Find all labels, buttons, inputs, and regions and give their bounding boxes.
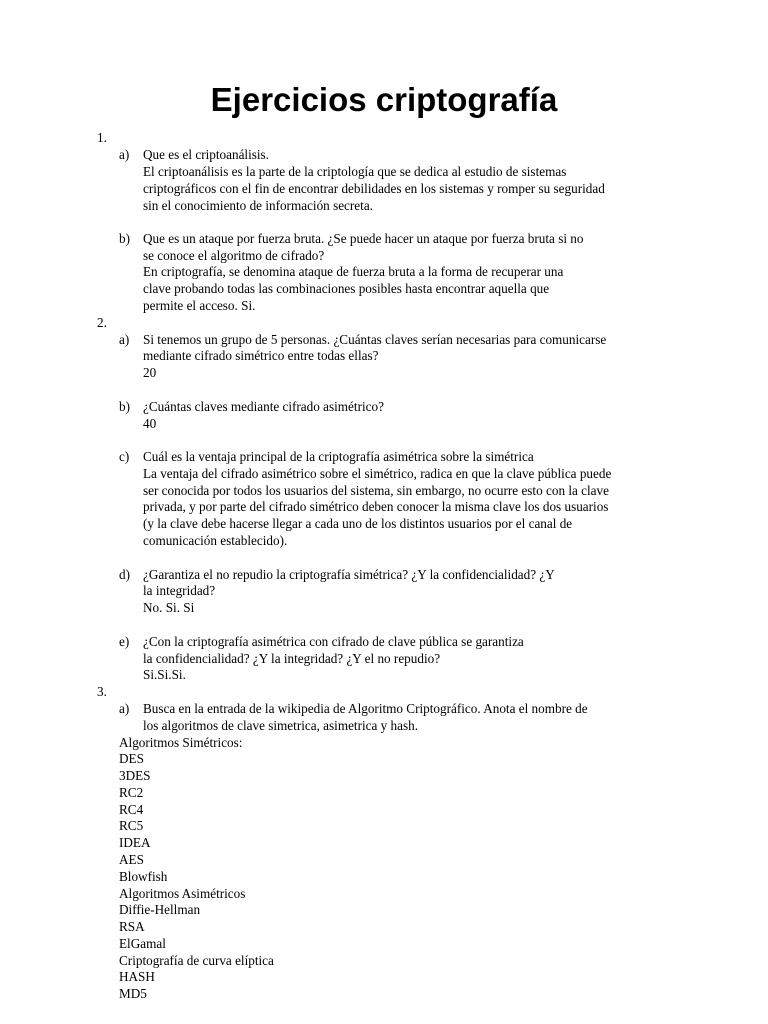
list-item: AES [119,852,144,867]
answer-text: 40 [143,416,157,431]
item-marker: a) [119,701,130,716]
list-item: Blowfish [119,869,168,884]
question-text: se conoce el algoritmo de cifrado? [143,248,325,263]
question-text: la integridad? [143,583,216,598]
item-marker: b) [119,399,130,414]
question-text: Que es un ataque por fuerza bruta. ¿Se puede hacer un ataque por fuerza bruta si no [143,231,584,246]
exercise-number-2: 2. [97,315,107,330]
list-heading: Algoritmos Asimétricos [119,886,246,901]
question-text: mediante cifrado simétrico entre todas ellas? [143,348,379,363]
page-title: Ejercicios criptografía [210,81,558,118]
item-marker: d) [119,567,130,582]
list-item: MD5 [119,986,147,1001]
list-item: Diffie-Hellman [119,902,201,917]
answer-text: (y la clave debe hacerse llegar a cada uno de los distintos usuarios por el canal de [143,516,573,531]
answer-text: 20 [143,365,157,380]
answer-text: ser conocida por todos los usuarios del sistema, sin embargo, no ocurre esto con la clave [143,483,609,498]
list-heading: HASH [119,969,155,984]
answer-text: clave probando todas las combinaciones posibles hasta encontrar aquella que [143,281,550,296]
answer-text: Si.Si.Si. [143,667,186,682]
answer-text: El criptoanálisis es la parte de la criptología que se dedica al estudio de sistemas [143,164,567,179]
answer-text: La ventaja del cifrado asimétrico sobre el simétrico, radica en que la clave pública puede [143,466,612,481]
list-item: ElGamal [119,936,166,951]
answer-text: comunicación establecido). [143,533,288,548]
question-text: la confidencialidad? ¿Y la integridad? ¿Y el no repudio? [143,651,441,666]
list-item: RSA [119,919,145,934]
question-text: Si tenemos un grupo de 5 personas. ¿Cuántas claves serían necesarias para comunicarse [143,332,607,347]
answer-text: En criptografía, se denomina ataque de fuerza bruta a la forma de recuperar una [143,264,564,279]
question-text: ¿Cuántas claves mediante cifrado asimétrico? [143,399,384,414]
list-item: RC4 [119,802,144,817]
item-marker: e) [119,634,130,649]
answer-text: permite el acceso. Si. [143,298,256,313]
list-item: Criptografía de curva elíptica [119,953,274,968]
list-item: IDEA [119,835,151,850]
item-marker: a) [119,147,130,162]
item-marker: b) [119,231,130,246]
item-marker: c) [119,449,130,464]
list-item: 3DES [119,768,151,783]
question-text: ¿Garantiza el no repudio la criptografía simétrica? ¿Y la confidencialidad? ¿Y [143,567,555,582]
question-text: Que es el criptoanálisis. [143,147,269,162]
list-heading: Algoritmos Simétricos: [119,735,243,750]
answer-text: criptográficos con el fin de encontrar debilidades en los sistemas y romper su seguridad [143,181,605,196]
question-text: los algoritmos de clave simetrica, asimetrica y hash. [143,718,419,733]
question-text: ¿Con la criptografía asimétrica con cifrado de clave pública se garantiza [143,634,524,649]
item-marker: a) [119,332,130,347]
exercise-number-3: 3. [97,684,107,699]
list-item: RC2 [119,785,144,800]
exercise-number-1: 1. [97,130,107,145]
question-text: Busca en la entrada de la wikipedia de Algoritmo Criptográfico. Anota el nombre de [143,701,588,716]
answer-text: privada, y por parte del cifrado simétrico deben conocer la misma clave los dos usuarios [143,499,609,514]
list-item: RC5 [119,818,144,833]
answer-text: No. Si. Si [143,600,195,615]
list-item: DES [119,751,144,766]
question-text: Cuál es la ventaja principal de la criptografía asimétrica sobre la simétrica [143,449,534,464]
answer-text: sin el conocimiento de información secreta. [143,198,373,213]
